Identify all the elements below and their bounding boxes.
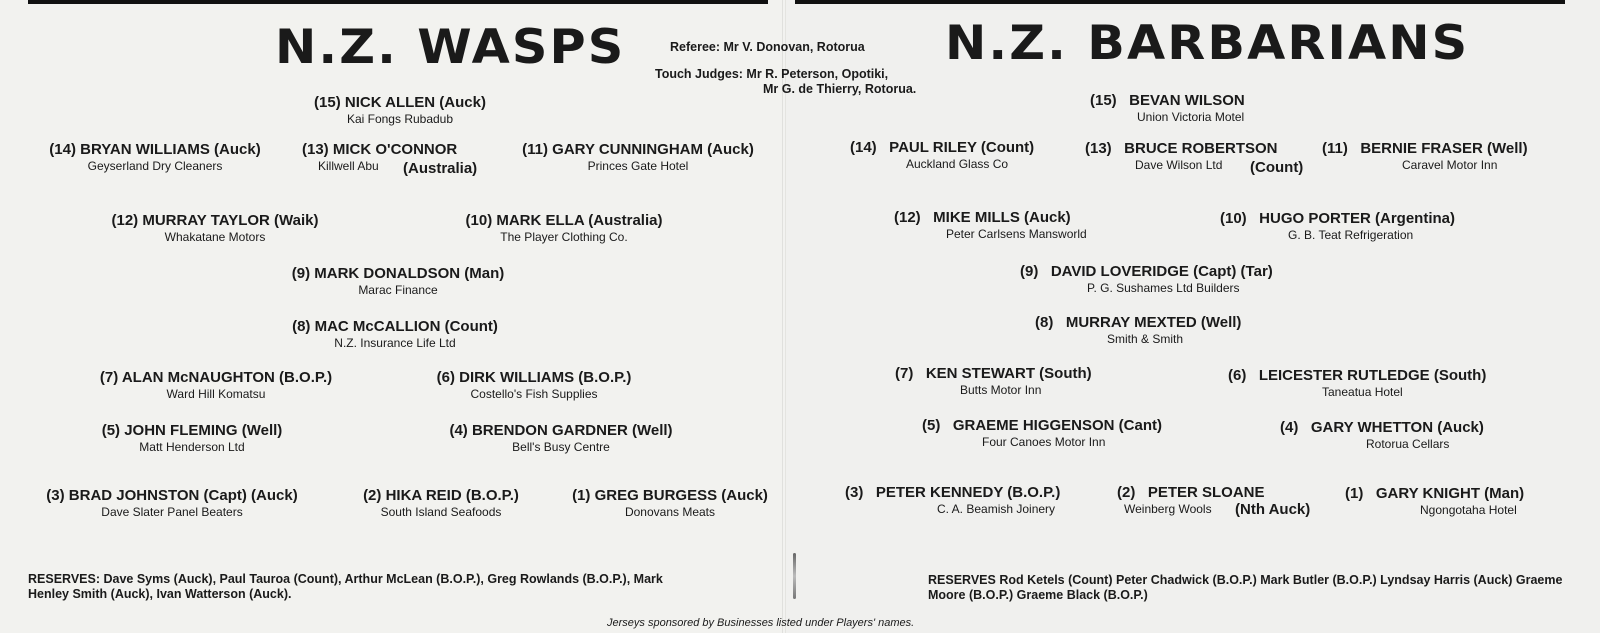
reserves-barbarians: RESERVES Rod Ketels (Count) Peter Chadwick (B.O.P.) Mark Butler (B.O.P.) Lyndsay Harris (Auck) Graeme Moore (B.O.P.) Graeme Black (B.O.P.) [928, 573, 1563, 602]
player-name: (7) KEN STEWART (South) [895, 365, 1092, 382]
player-name: (13) BRUCE ROBERTSON [1085, 140, 1278, 157]
player-sponsor: Weinberg Wools [1124, 502, 1212, 516]
player-name: (9) MARK DONALDSON (Man) [291, 265, 505, 282]
player-sponsor: Butts Motor Inn [960, 383, 1042, 397]
player-sponsor: Whakatane Motors [164, 230, 266, 244]
player-sponsor: Dave Wilson Ltd [1135, 158, 1223, 172]
staple [793, 553, 796, 599]
player-barbarians-8 [1035, 315, 1241, 345]
player-barbarians-5 [922, 418, 1162, 448]
player-sponsor: Kai Fongs Rubadub [346, 112, 454, 126]
player-barbarians-7 [895, 366, 1092, 396]
player-name: (10) MARK ELLA (Australia) [465, 212, 663, 229]
player-name: (9) DAVID LOVERIDGE (Capt) (Tar) [1020, 263, 1273, 280]
player-name: (4) BRENDON GARDNER (Well) [449, 422, 673, 439]
player-barbarians-11 [1322, 141, 1528, 171]
player-wasps-8 [272, 319, 518, 349]
player-name: (15) NICK ALLEN (Auck) [314, 94, 486, 111]
player-sponsor: C. A. Beamish Joinery [937, 502, 1056, 516]
player-union: (Nth Auck) [1235, 501, 1311, 518]
player-name: (15) BEVAN WILSON [1090, 92, 1245, 109]
player-sponsor: Ngongotaha Hotel [1420, 503, 1517, 517]
player-sponsor: Four Canoes Motor Inn [982, 435, 1106, 449]
player-name: (7) ALAN McNAUGHTON (B.O.P.) [99, 369, 333, 386]
player-name: (3) BRAD JOHNSTON (Capt) (Auck) [46, 487, 298, 504]
player-sponsor: P. G. Sushames Ltd Builders [1087, 281, 1240, 295]
player-name: (2) PETER SLOANE [1117, 484, 1265, 501]
player-name: (11) BERNIE FRASER (Well) [1322, 140, 1528, 157]
player-name: (5) JOHN FLEMING (Well) [101, 422, 283, 439]
player-sponsor: Marac Finance [358, 283, 438, 297]
player-wasps-14 [28, 142, 282, 172]
player-sponsor: Caravel Motor Inn [1402, 158, 1498, 172]
player-name: (12) MIKE MILLS (Auck) [894, 209, 1071, 226]
top-rule-left [28, 0, 768, 4]
player-name: (14) BRYAN WILLIAMS (Auck) [49, 141, 261, 158]
player-sponsor: Ward Hill Komatsu [166, 387, 266, 401]
player-name: (5) GRAEME HIGGENSON (Cant) [922, 417, 1163, 434]
player-name: (8) MURRAY MEXTED (Well) [1035, 314, 1242, 331]
top-rule-right [795, 0, 1565, 4]
player-name: (2) HIKA REID (B.O.P.) [363, 487, 519, 504]
player-barbarians-9 [1020, 264, 1273, 294]
player-wasps-1 [560, 488, 780, 518]
player-union: (Count) [1250, 159, 1304, 176]
player-name: (14) PAUL RILEY (Count) [850, 139, 1035, 156]
player-name: (10) HUGO PORTER (Argentina) [1220, 210, 1456, 227]
player-barbarians-14 [850, 140, 1034, 170]
player-sponsor: South Island Seafoods [380, 505, 502, 519]
player-sponsor: Costello's Fish Supplies [470, 387, 598, 401]
player-name: (6) DIRK WILLIAMS (B.O.P.) [436, 369, 632, 386]
footer-note: Jerseys sponsored by Businesses listed under Players' names. [607, 617, 915, 629]
player-barbarians-10 [1220, 211, 1455, 241]
player-barbarians-6 [1228, 368, 1486, 398]
player-wasps-10 [446, 213, 682, 243]
player-name: (8) MAC McCALLION (Count) [292, 318, 498, 335]
player-wasps-2 [346, 488, 536, 518]
player-sponsor: Union Victoria Motel [1137, 110, 1245, 124]
player-barbarians-12 [894, 210, 1087, 240]
player-wasps-3 [24, 488, 320, 518]
player-sponsor: Smith & Smith [1107, 332, 1184, 346]
touch-judges-line1: Touch Judges: Mr R. Peterson, Opotiki, [655, 67, 889, 81]
player-wasps-11 [502, 142, 774, 172]
referee-line: Referee: Mr V. Donovan, Rotorua [670, 40, 865, 54]
player-sponsor: Geyserland Dry Cleaners [87, 159, 223, 173]
player-sponsor: Taneatua Hotel [1322, 385, 1403, 399]
player-sponsor: Peter Carlsens Mansworld [946, 227, 1087, 241]
player-wasps-7 [78, 370, 354, 400]
player-wasps-4 [426, 423, 696, 453]
player-sponsor: Matt Henderson Ltd [139, 440, 245, 454]
player-name: (11) GARY CUNNINGHAM (Auck) [522, 141, 754, 158]
player-barbarians-3 [845, 485, 1060, 515]
player-sponsor: G. B. Teat Refrigeration [1288, 228, 1414, 242]
player-sponsor: Auckland Glass Co [906, 157, 1009, 171]
player-sponsor: Dave Slater Panel Beaters [101, 505, 243, 519]
player-wasps-6 [418, 370, 650, 400]
player-barbarians-13 [1085, 141, 1278, 171]
reserves-wasps: RESERVES: Dave Syms (Auck), Paul Tauroa (Count), Arthur McLean (B.O.P.), Greg Rowlands (B.O.P.), Mark Henley Smith (Auck), Ivan Watterson (Auck). [28, 572, 663, 601]
player-name: (1) GARY KNIGHT (Man) [1345, 485, 1525, 502]
player-wasps-15 [300, 95, 500, 125]
player-sponsor: N.Z. Insurance Life Ltd [334, 336, 456, 350]
player-barbarians-1 [1345, 486, 1524, 516]
touch-judges-line2: Mr G. de Thierry, Rotorua. [763, 82, 917, 96]
player-wasps-9 [270, 266, 526, 296]
player-name: (12) MURRAY TAYLOR (Waik) [111, 212, 319, 229]
player-sponsor: The Player Clothing Co. [500, 230, 628, 244]
player-wasps-12 [90, 213, 340, 243]
player-sponsor: Rotorua Cellars [1366, 437, 1450, 451]
player-sponsor: Killwell Abu [318, 159, 379, 173]
player-sponsor: Bell's Busy Centre [512, 440, 610, 454]
player-sponsor: Princes Gate Hotel [587, 159, 689, 173]
player-barbarians-15 [1090, 93, 1245, 123]
player-name: (3) PETER KENNEDY (B.O.P.) [845, 484, 1061, 501]
player-wasps-5 [80, 423, 304, 453]
player-union: (Australia) [403, 160, 478, 177]
player-name: (6) LEICESTER RUTLEDGE (South) [1228, 367, 1487, 384]
team-title-wasps: N.Z. WASPS [275, 20, 626, 75]
player-name: (13) MICK O'CONNOR [302, 141, 458, 158]
player-sponsor: Donovans Meats [624, 505, 716, 519]
player-name: (1) GREG BURGESS (Auck) [572, 487, 768, 504]
player-barbarians-4 [1280, 420, 1484, 450]
player-name: (4) GARY WHETTON (Auck) [1280, 419, 1484, 436]
team-title-barbarians: N.Z. BARBARIANS [945, 16, 1470, 71]
